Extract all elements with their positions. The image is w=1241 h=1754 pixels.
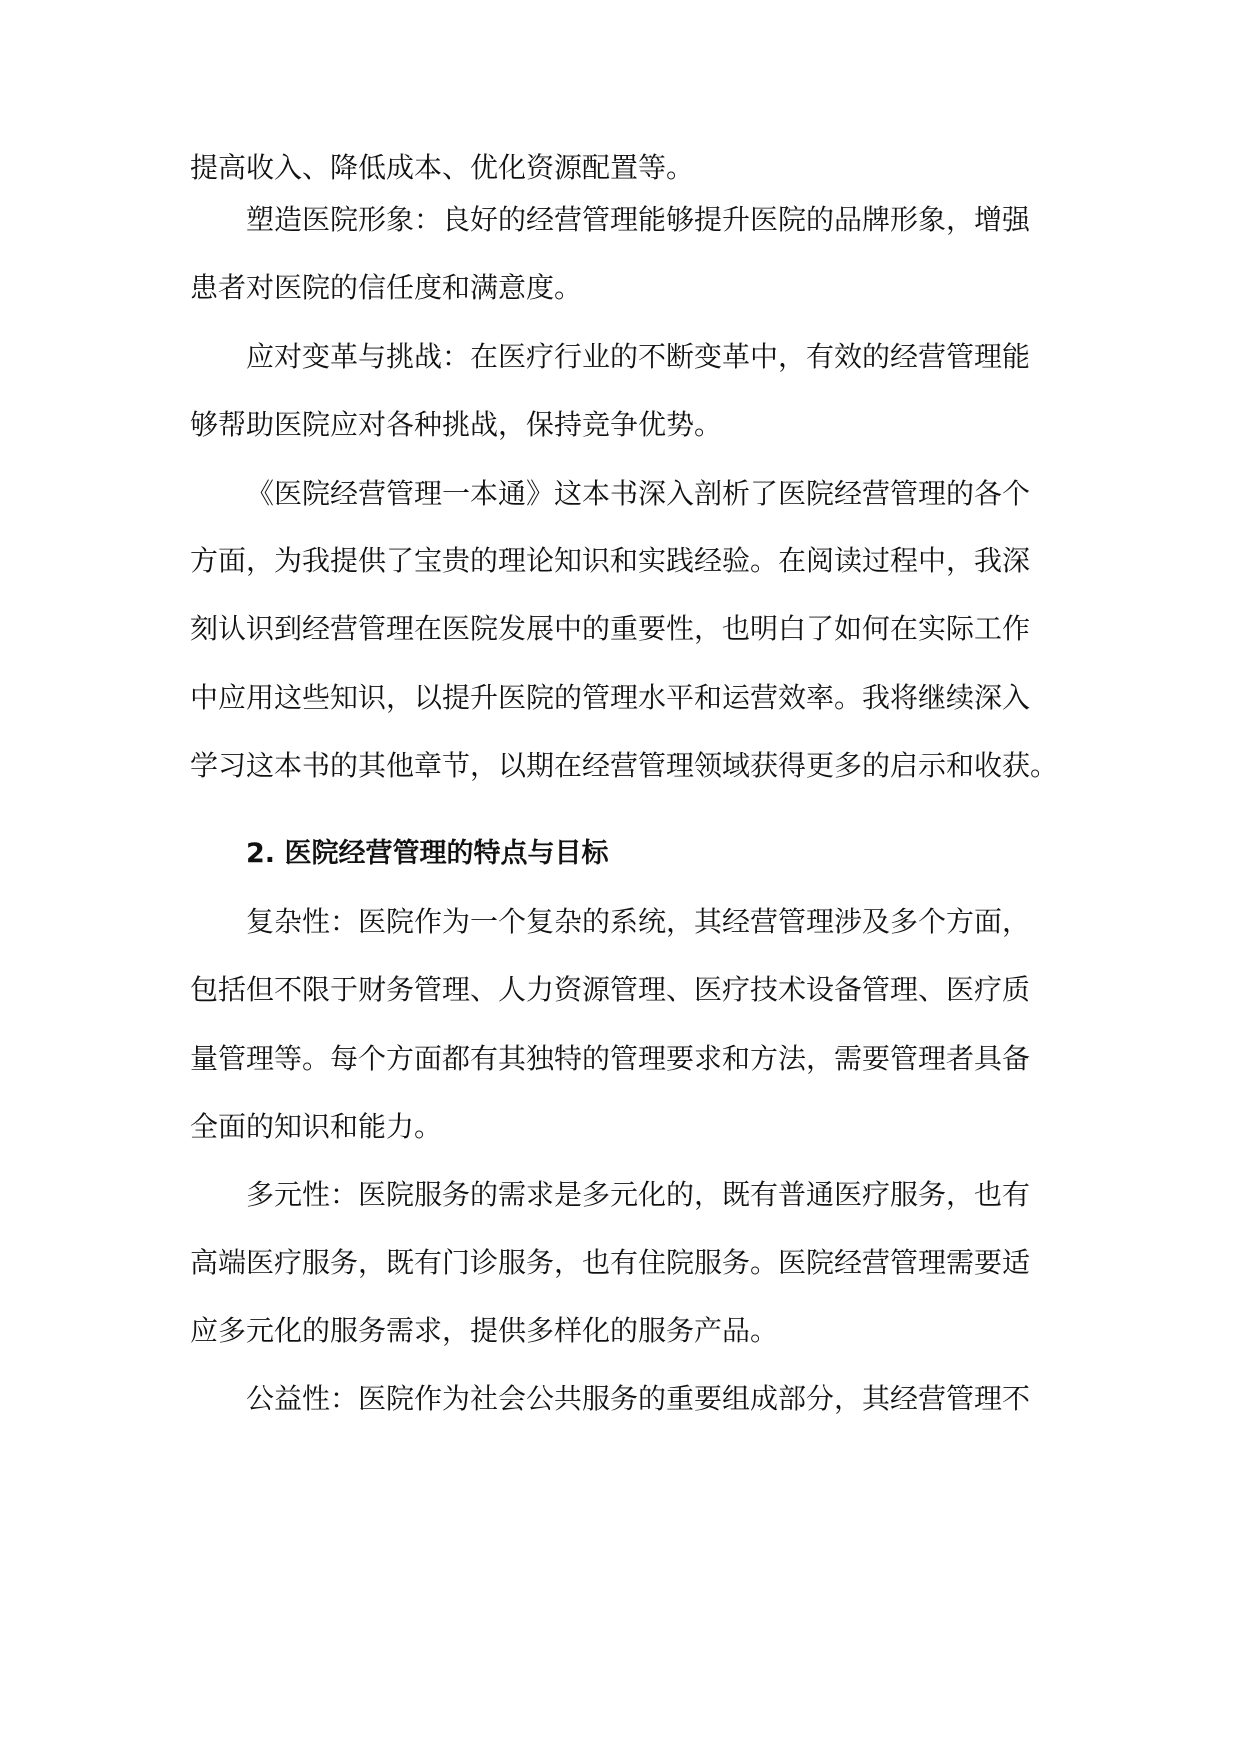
paragraph-start-line: 公益性：医院作为社会公共服务的重要组成部分，其经营管理不: [246, 1382, 1031, 1415]
text-line: 患者对医院的信任度和满意度。: [190, 271, 583, 304]
text-line: 量管理等。每个方面都有其独特的管理要求和方法，需要管理者具备: [190, 1042, 1031, 1075]
text-line: 学习这本书的其他章节，以期在经营管理领域获得更多的启示和收获。: [190, 749, 1059, 782]
section-heading: 2. 医院经营管理的特点与目标: [246, 838, 609, 869]
text-line: 中应用这些知识，以提升医院的管理水平和运营效率。我将继续深入: [190, 681, 1031, 714]
text-line: 高端医疗服务，既有门诊服务，也有住院服务。医院经营管理需要适: [190, 1246, 1031, 1279]
text-line: 刻认识到经营管理在医院发展中的重要性，也明白了如何在实际工作: [190, 612, 1031, 645]
text-line: 全面的知识和能力。: [190, 1110, 443, 1143]
paragraph-start-line: 复杂性：医院作为一个复杂的系统，其经营管理涉及多个方面，: [246, 905, 1031, 938]
text-line: 应多元化的服务需求，提供多样化的服务产品。: [190, 1314, 779, 1347]
text-line: 包括但不限于财务管理、人力资源管理、医疗技术设备管理、医疗质: [190, 973, 1031, 1006]
text-line: 提高收入、降低成本、优化资源配置等。: [190, 151, 695, 184]
paragraph-start-line: 塑造医院形象：良好的经营管理能够提升医院的品牌形象，增强: [246, 203, 1031, 236]
paragraph-start-line: 应对变革与挑战：在医疗行业的不断变革中，有效的经营管理能: [246, 340, 1031, 373]
text-line: 方面，为我提供了宝贵的理论知识和实践经验。在阅读过程中，我深: [190, 544, 1031, 577]
paragraph-start-line: 多元性：医院服务的需求是多元化的，既有普通医疗服务，也有: [246, 1178, 1031, 1211]
paragraph-start-line: 《医院经营管理一本通》这本书深入剖析了医院经营管理的各个: [246, 477, 1031, 510]
text-line: 够帮助医院应对各种挑战，保持竞争优势。: [190, 408, 723, 441]
